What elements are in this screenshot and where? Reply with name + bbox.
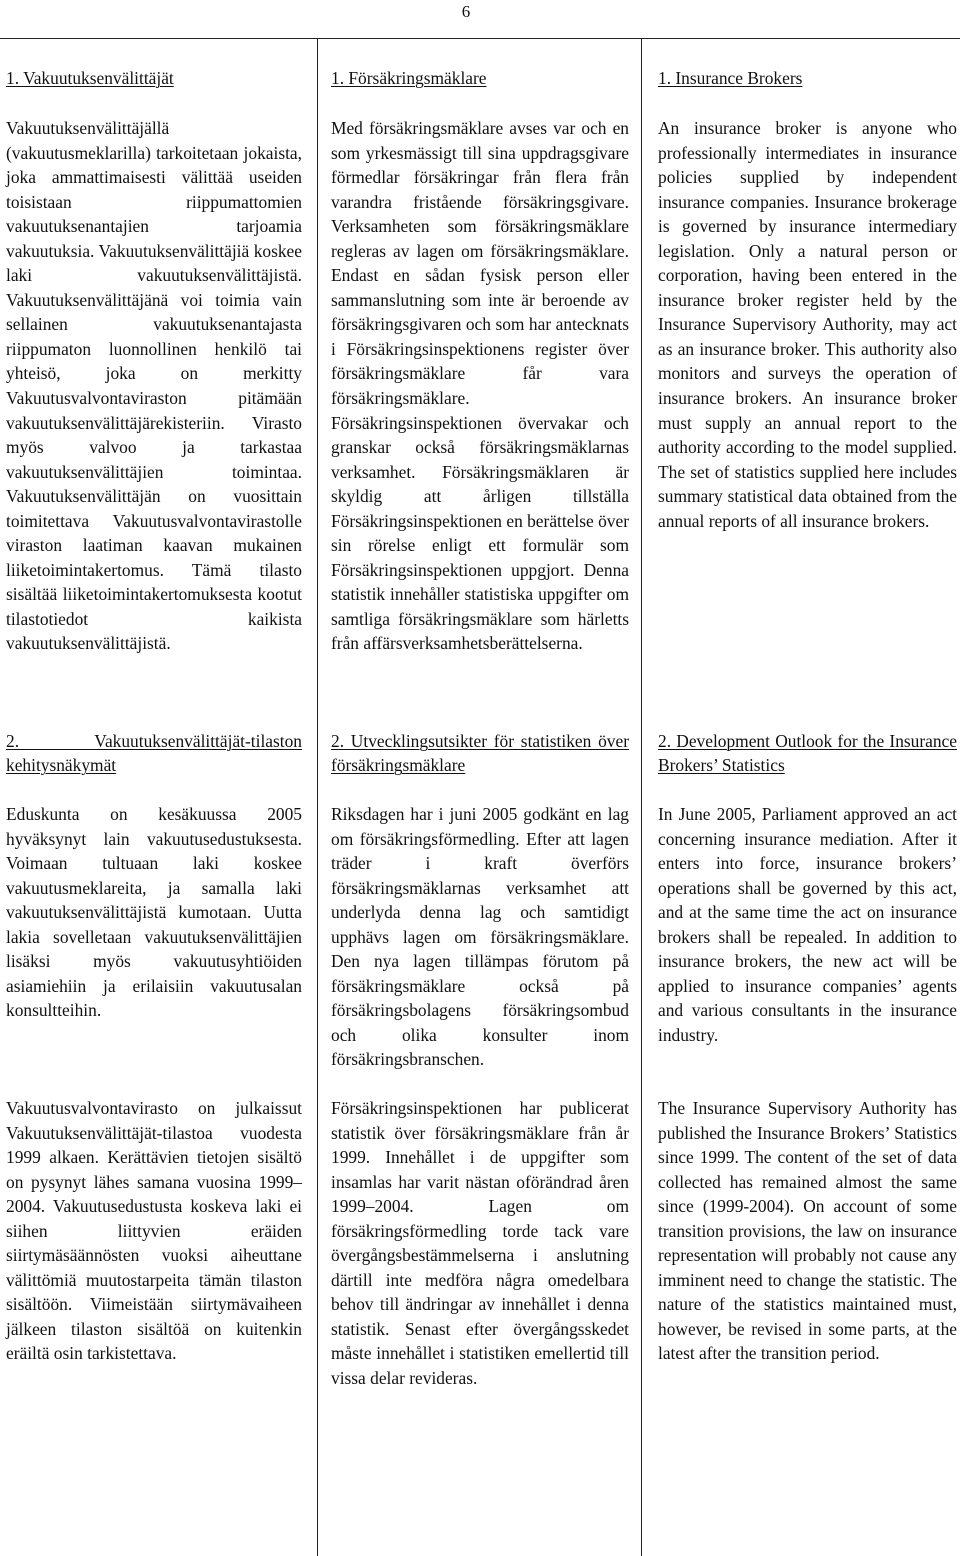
column-divider-2: [641, 38, 642, 1556]
section-1-heading-fi: [6, 66, 302, 90]
section-2-para-2-sv: [331, 1096, 629, 1391]
section-heading: 2. Vakuutuksenvälittäjät-tilaston kehitysnäkymät: [6, 731, 302, 776]
section-2-para-2-fi: [6, 1096, 302, 1366]
top-rule: [0, 38, 960, 39]
section-1-heading-en: [658, 66, 957, 90]
page-number: 6: [461, 2, 471, 21]
section-heading: 2. Development Outlook for the Insurance Brokers’ Statistics: [658, 731, 957, 776]
section-2-para-1-fi: [6, 802, 302, 1023]
section-1-body-fi: [6, 116, 302, 656]
column-divider-1: [317, 38, 318, 1556]
section-heading: 1. Vakuutuksenvälittäjät: [6, 68, 174, 88]
section-2-para-1-en: [658, 802, 957, 1047]
paragraph: The Insurance Supervisory Authority has published the Insurance Brokers’ Statistics since 1999. The content of the set of data collected has remained almost the same since (1999-2004). On account of some transition provisions, the law on insurance representation will probably not cause any imminent need to change the statistic. The nature of the statistics maintained must, however, be revised in some parts, at the latest after the transition period.: [658, 1098, 957, 1364]
section-heading: 1. Insurance Brokers: [658, 68, 803, 88]
paragraph: In June 2005, Parliament approved an act concerning insurance mediation. After it enters into force, insurance brokers’ operations shall be governed by this act, and at the same time the act on insurance brokers shall be repealed. In addition to insurance brokers, the new act will be applied to insurance companies’ agents and various consultants in the insurance industry.: [658, 804, 957, 1045]
section-1-heading-sv: [331, 66, 629, 90]
paragraph: Försäkringsinspektionen har publicerat statistik över försäkringsmäklare från år 1999. Innehållet i de uppgifter som insamlas har varit nästan oförändrad åren 1999–2004. Lagen om försäkringsförmedling torde tack vare övergångsbestämmelserna i anslutning därtill inte medföra några omedelbara behov till ändringar av innehållet i denna statistik. Senast efter övergångsskedet måste innehållet i statistiken emellertid till vissa delar revideras.: [331, 1098, 629, 1389]
paragraph: Eduskunta on kesäkuussa 2005 hyväksynyt lain vakuutusedustuksesta. Voimaan tultuaan laki koskee vakuutusmeklareita, ja samalla laki vakuutuksenvälittäjistä kumotaan. Uutta lakia sovelletaan vakuutuksenvälittäjien lisäksi myös vakuutusyhtiöiden asiamiehiin ja erilaisiin vakuutusalan konsultteihin.: [6, 804, 302, 1021]
section-heading: 2. Utvecklingsutsikter för statistiken över försäkringsmäklare: [331, 731, 629, 776]
section-1-body-sv: [331, 116, 629, 656]
section-2-heading-sv: [331, 729, 629, 778]
section-1-body-en: [658, 116, 957, 533]
section-2-heading-en: [658, 729, 957, 778]
paragraph: Riksdagen har i juni 2005 godkänt en lag om försäkringsförmedling. Efter att lagen träder i kraft överförs försäkringsmäklarnas verksamhet att underlyda denna lag och samtidigt upphävs lagen om försäkringsmäklare. Den nya lagen tillämpas förutom på försäkringsmäklare också på försäkringsbolagens försäkringsombud och olika konsulter inom försäkringsbranschen.: [331, 804, 629, 1070]
section-heading: 1. Försäkringsmäklare: [331, 68, 487, 88]
paragraph: An insurance broker is anyone who professionally intermediates in insurance policies supplied by independent insurance companies. Insurance brokerage is governed by insurance intermediary legislation. Only a natural person or corporation, having been entered in the insurance broker register held by the Insurance Supervisory Authority, may act as an insurance broker. This authority also monitors and surveys the operation of insurance brokers. An insurance broker must supply an annual report to the authority according to the model supplied. The set of statistics supplied here includes summary statistical data obtained from the annual reports of all insurance brokers.: [658, 118, 957, 531]
paragraph: Vakuutuksenvälittäjällä (vakuutusmeklarilla) tarkoitetaan jokaista, joka ammattimaisesti välittää useiden toisistaan riippumattomien vakuutuksenantajien tarjoamia vakuutuksia. Vakuutuksenvälittäjiä koskee laki vakuutuksenvälittäjistä. Vakuutuksenvälittäjänä voi toimia vain sellainen vakuutuksenantajasta riippumaton luonnollinen henkilö tai yhteisö, joka on merkitty Vakuutusvalvontaviraston pitämään vakuutuksenvälittäjärekisteriin. Virasto myös valvoo ja tarkastaa vakuutuksenvälittäjien toimintaa. Vakuutuksenvälittäjän on vuosittain toimitettava Vakuutusvalvontavirastolle viraston laatiman kaavan mukainen liiketoimintakertomus. Tämä tilasto sisältää liiketoimintakertomuksesta kootut tilastotiedot kaikista vakuutuksenvälittäjistä.: [6, 118, 302, 654]
paragraph: Vakuutusvalvontavirasto on julkaissut Vakuutuksenvälittäjät-tilastoa vuodesta 1999 alkaen. Kerättävien tietojen sisältö on pysynyt lähes samana vuosina 1999–2004. Vakuutusedustusta koskeva laki ei siihen liittyvien eräiden siirtymäsäännösten vuoksi aiheuttane välittömiä muutostarpeita tämän tilaston sisältöön. Viimeistään siirtymävaiheen jälkeen tilaston sisältöä on kuitenkin eräiltä osin tarkistettava.: [6, 1098, 302, 1364]
section-2-heading-fi: [6, 729, 302, 778]
paragraph: Med försäkringsmäklare avses var och en som yrkesmässigt till sina uppdragsgivare förmedlar försäkringar från flera från varandra fristående försäkringsgivare. Verksamheten som försäkringsmäklare regleras av lagen om försäkringsmäklare. Endast en sådan fysisk person eller sammanslutning som inte är beroende av försäkringsgivaren och som har antecknats i Försäkringsinspektionens register över försäkringsmäklare får vara försäkringsmäklare. Försäkringsinspektionen övervakar och granskar också försäkringsmäklarnas verksamhet. Försäkringsmäklaren är skyldig att årligen tillställa Försäkringsinspektionen en berättelse över sin rörelse enligt ett formulär som Försäkringsinspektionen uppgjort. Denna statistik innehåller statistiska uppgifter om samtliga försäkringsmäklare som härletts från affärsverksamhetsberättelserna.: [331, 118, 629, 654]
section-2-para-2-en: [658, 1096, 957, 1366]
section-2-para-1-sv: [331, 802, 629, 1072]
